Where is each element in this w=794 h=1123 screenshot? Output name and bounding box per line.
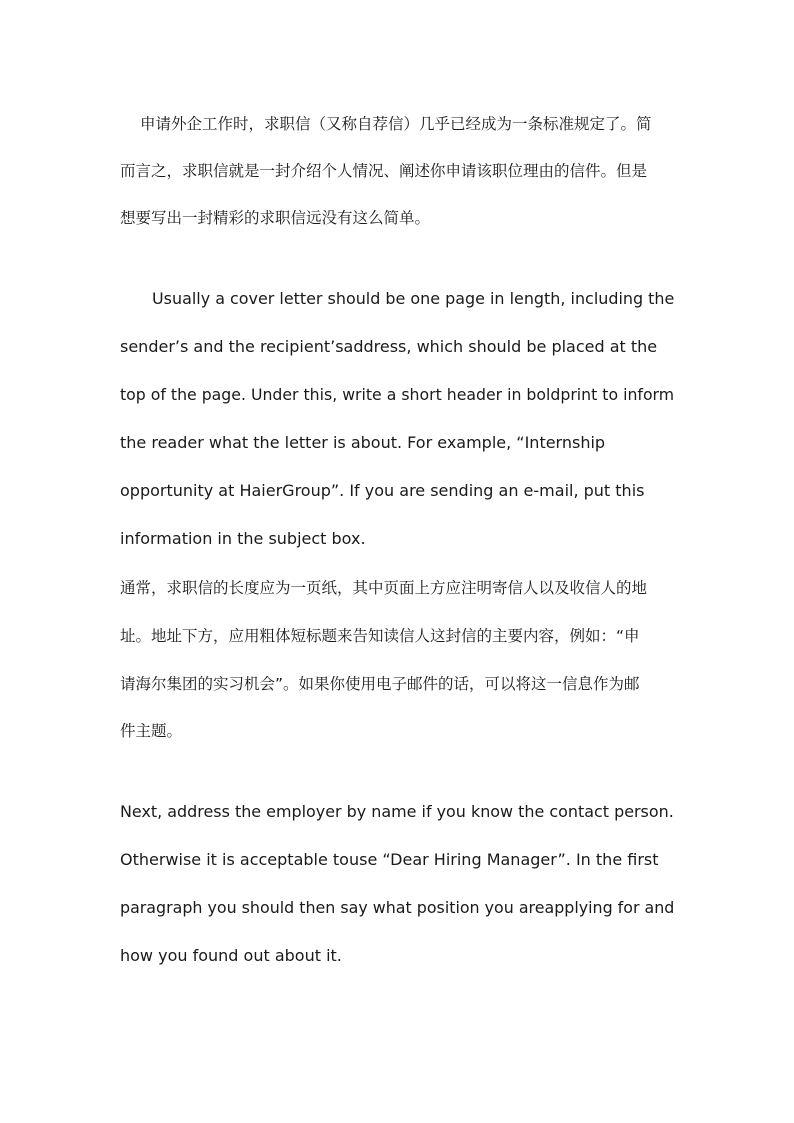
paragraph-2-line-3: top of the page. Under this, write a short header in boldprint to inform	[120, 385, 675, 404]
paragraph-2-line-1: Usually a cover letter should be one page in length, including the	[152, 289, 675, 308]
paragraph-2-line-5: opportunity at HaierGroup”. If you are sending an e-mail, put this	[120, 481, 645, 500]
paragraph-4-line-2: Otherwise it is acceptable touse “Dear Hiring Manager”. In the first	[120, 850, 659, 869]
paragraph-1-line-2: 而言之，求职信就是一封介绍个人情况、阐述你申请该职位理由的信件。但是	[120, 162, 648, 180]
paragraph-1-line-3: 想要写出一封精彩的求职信远没有这么简单。	[120, 209, 431, 227]
paragraph-2-line-6: information in the subject box.	[120, 529, 366, 548]
paragraph-1-line-1: 申请外企工作时，求职信（又称自荐信）几乎已经成为一条标准规定了。简	[140, 115, 652, 133]
paragraph-3-line-2: 址。地址下方，应用粗体短标题来告知读信人这封信的主要内容，例如：“申	[120, 627, 640, 645]
paragraph-3-line-4: 件主题。	[120, 722, 183, 740]
paragraph-3-line-1: 通常，求职信的长度应为一页纸，其中页面上方应注明寄信人以及收信人的地	[120, 579, 648, 597]
paragraph-3-line-3: 请海尔集团的实习机会”。如果你使用电子邮件的话，可以将这一信息作为邮	[120, 675, 640, 693]
paragraph-2-line-2: sender’s and the recipient’saddress, which should be placed at the	[120, 337, 658, 356]
paragraph-4-line-3: paragraph you should then say what position you areapplying for and	[120, 898, 675, 917]
paragraph-4-line-4: how you found out about it.	[120, 946, 342, 965]
paragraph-2-line-4: the reader what the letter is about. For example, “Internship	[120, 433, 606, 452]
paragraph-4-line-1: Next, address the employer by name if you know the contact person.	[120, 802, 674, 821]
